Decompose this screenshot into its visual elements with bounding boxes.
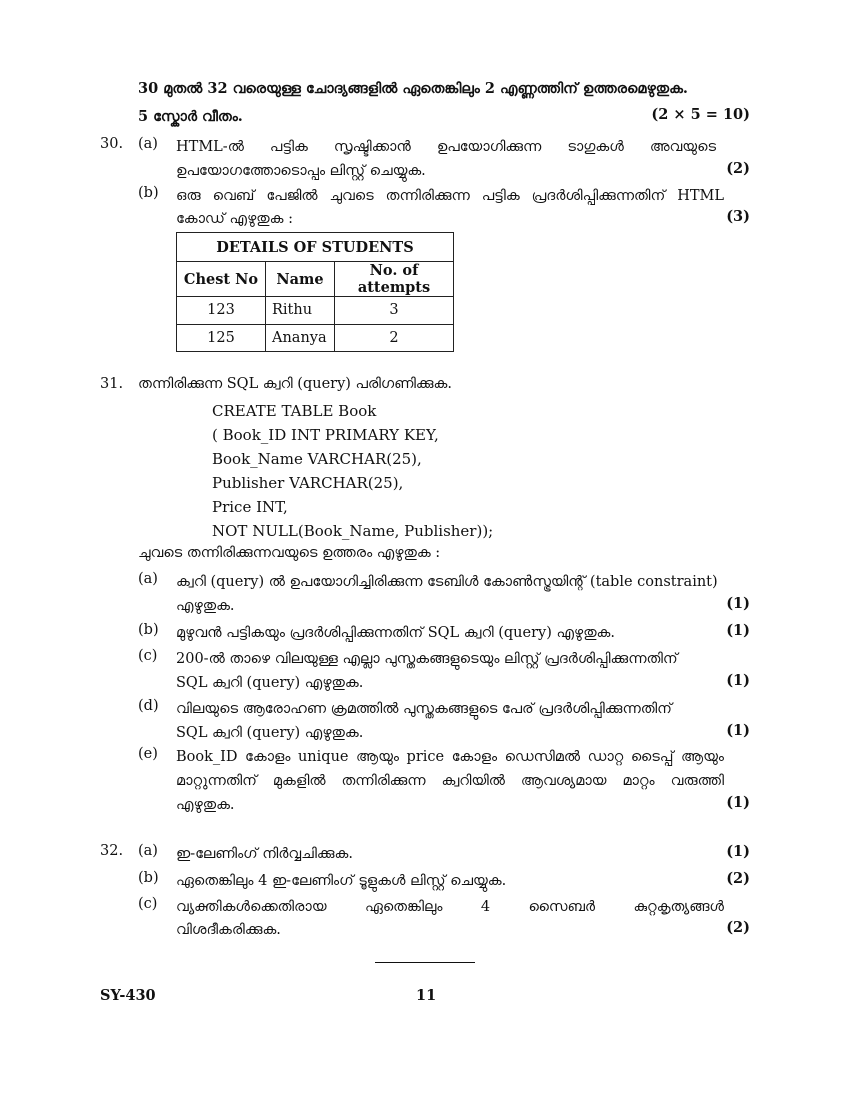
- q31-a-line1: ക്വറി (query) ൽ ഉപയോഗിച്ചിരിക്കുന്ന ടേബിൾ കോൺസ്ട്രയിന്റ് (table constraint): [176, 574, 718, 590]
- q31-e-line3: എഴുതുക.: [176, 797, 235, 813]
- q31-d-label: (d): [138, 698, 159, 714]
- q31-d-line2: SQL ക്വറി (query) എഴുതുക.: [176, 725, 364, 741]
- total-marks: (2 × 5 = 10): [651, 106, 750, 123]
- q32-b-marks: (2): [726, 870, 750, 887]
- question-32-number: 32.: [100, 843, 124, 859]
- q30-b-label: (b): [138, 185, 159, 201]
- cell-chest-no: 125: [177, 324, 266, 352]
- q30-b-marks: (3): [726, 208, 750, 225]
- header-chest-no: Chest No: [177, 262, 266, 297]
- sql-code-line: Price INT,: [212, 498, 288, 516]
- students-table-caption: DETAILS OF STUDENTS: [177, 233, 454, 262]
- q31-c-line1: 200-ൽ താഴെ വിലയുള്ള എല്ലാ പുസ്തകങ്ങളുടെയും ലിസ്റ്റ് പ്രദർശിപ്പിക്കുന്നതിന്: [176, 651, 678, 667]
- q31-c-label: (c): [138, 648, 158, 664]
- q31-e-label: (e): [138, 746, 158, 762]
- cell-attempts: 2: [335, 324, 454, 352]
- q31-d-marks: (1): [726, 722, 750, 739]
- sql-code-line: NOT NULL(Book_Name, Publisher));: [212, 522, 494, 540]
- q31-c-line2: SQL ക്വറി (query) എഴുതുക.: [176, 675, 364, 691]
- students-table: [176, 232, 454, 352]
- q32-a-label: (a): [138, 843, 158, 859]
- q31-a-line2: എഴുതുക.: [176, 598, 235, 614]
- q31-answer-prompt: ചുവടെ തന്നിരിക്കുന്നവയുടെ ഉത്തരം എഴുതുക :: [138, 545, 441, 561]
- q31-b-label: (b): [138, 622, 159, 638]
- q31-e-marks: (1): [726, 794, 750, 811]
- cell-name: Rithu: [266, 297, 335, 325]
- sql-code-line: CREATE TABLE Book: [212, 402, 377, 420]
- header-name: Name: [266, 262, 335, 297]
- q30-a-marks: (2): [726, 160, 750, 177]
- question-31-number: 31.: [100, 376, 124, 392]
- q31-d-line1: വിലയുടെ ആരോഹണ ക്രമത്തിൽ പുസ്തകങ്ങളുടെ പേര് പ്രദർശിപ്പിക്കുന്നതിന്: [176, 701, 672, 717]
- q31-b-line1: മുഴുവൻ പട്ടികയും പ്രദർശിപ്പിക്കുന്നതിന് SQL ക്വറി (query) എഴുതുക.: [176, 625, 616, 641]
- cell-attempts: 3: [335, 297, 454, 325]
- q32-c-line1: വ്യക്തികൾക്കെതിരായ ഏതെങ്കിലും 4 സൈബർ കുറ്റകൃത്യങ്ങൾ: [176, 899, 724, 915]
- sql-code-line: ( Book_ID INT PRIMARY KEY,: [212, 426, 439, 444]
- q32-c-line2: വിശദീകരിക്കുക.: [176, 922, 281, 938]
- instruction-line-2: 5 സ്കോർ വീതം.: [138, 108, 243, 125]
- q30-b-line1: ഒരു വെബ് പേജിൽ ചുവടെ തന്നിരിക്കുന്ന പട്ടിക പ്രദർശിപ്പിക്കുന്നതിന് HTML: [176, 188, 724, 204]
- sql-code-line: Book_Name VARCHAR(25),: [212, 450, 422, 468]
- q32-c-label: (c): [138, 896, 158, 912]
- q31-c-marks: (1): [726, 672, 750, 689]
- instruction-line-1: 30 മുതൽ 32 വരെയുള്ള ചോദ്യങ്ങളിൽ ഏതെങ്കിലും 2 എണ്ണത്തിന് ഉത്തരമെഴുതുക.: [138, 80, 688, 97]
- q32-c-marks: (2): [726, 919, 750, 936]
- q31-intro: തന്നിരിക്കുന്ന SQL ക്വറി (query) പരിഗണിക്കുക.: [138, 376, 452, 392]
- q31-a-marks: (1): [726, 595, 750, 612]
- section-end-rule: [375, 962, 475, 963]
- q32-b-label: (b): [138, 870, 159, 886]
- q30-a-label: (a): [138, 136, 158, 152]
- q31-b-marks: (1): [726, 622, 750, 639]
- table-row: [177, 324, 454, 352]
- q32-b-line1: ഏതെങ്കിലും 4 ഇ-ലേണിംഗ് ടൂളുകൾ ലിസ്റ്റ് ചെയ്യുക.: [176, 873, 507, 889]
- paper-code: SY-430: [100, 987, 156, 1004]
- sql-code-line: Publisher VARCHAR(25),: [212, 474, 404, 492]
- table-row: [177, 297, 454, 325]
- q30-b-line2: കോഡ് എഴുതുക :: [176, 211, 293, 227]
- q32-a-line1: ഇ-ലേണിംഗ് നിർവ്വചിക്കുക.: [176, 846, 353, 862]
- q31-e-line1: Book_ID കോളം unique ആയും price കോളം ഡെസിമൽ ഡാറ്റ ടൈപ്പ് ആയും: [176, 749, 724, 765]
- page-number: 11: [416, 987, 437, 1004]
- q30-a-line2: ഉപയോഗത്തോടൊപ്പം ലിസ്റ്റ് ചെയ്യുക.: [176, 163, 426, 179]
- cell-name: Ananya: [266, 324, 335, 352]
- cell-chest-no: 123: [177, 297, 266, 325]
- q30-a-line1: HTML-ൽ പട്ടിക സൃഷ്ടിക്കാൻ ഉപയോഗിക്കുന്ന ടാഗുകൾ അവയുടെ: [176, 139, 716, 155]
- header-attempts: No. of attempts: [335, 262, 454, 297]
- q31-a-label: (a): [138, 571, 158, 587]
- q31-e-line2: മാറ്റുന്നതിന് മുകളിൽ തന്നിരിക്കുന്ന ക്വറിയിൽ ആവശ്യമായ മാറ്റം വരുത്തി: [176, 773, 724, 789]
- question-30-number: 30.: [100, 136, 124, 152]
- q32-a-marks: (1): [726, 843, 750, 860]
